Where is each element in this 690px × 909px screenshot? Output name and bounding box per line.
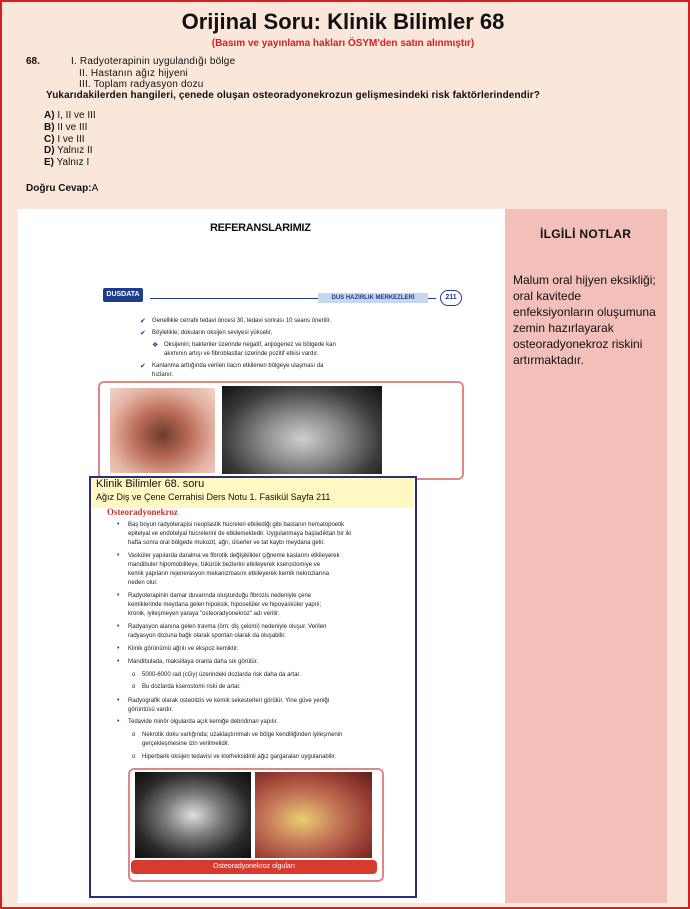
callout-line: Vasküler yapılarda daralma ve fibrotik değişiklikler çiğneme kaslarını etkileyerek [128,553,340,559]
page-title: Orijinal Soru: Klinik Bilimler 68 [181,9,505,34]
callout-heading: Osteoradyonekroz [107,507,178,517]
correct-answer: Doğru Cevap:A [26,183,99,194]
question-item-3: III. Toplam radyasyon dozu [79,79,204,90]
book-line: hızlanır. [152,372,174,378]
callout-line: Radyasyon alanına gelen travma (örn: diş çekimi) nedeniyle oluşur. Verilen [128,624,327,630]
check-icon: ✔ [140,318,146,325]
book-line: Böylelikle; dokuların oksijen seviyesi yükselir. [152,330,273,336]
book-banner [150,293,436,303]
callout-line: kemiklerinde meydana gelen hipoksik, hiposelüler ve hipovasküler yapılı; [128,602,322,608]
clinical-photo [110,388,215,473]
callout-line: görüntüsü vardır. [128,707,174,713]
callout-line: radyasyon dozuna bağlı olarak spontan olarak da oluşabilir. [128,633,286,639]
question-number: 68. [26,56,40,67]
book-logo: DUSDATA [103,288,143,302]
callout-line: mandibuler hipomobiliteye, tükürük bezlerini etkileyerek kserostomiye ve [128,562,321,568]
option-b: B) II ve III [44,122,88,133]
callout-title: Klinik Bilimler 68. soru [96,478,205,490]
callout-line: Bu dozlarda kserostomi riski de artar. [142,684,241,690]
callout-subtitle: Ağız Diş ve Çene Cerrahisi Ders Notu 1. Fasikül Sayfa 211 [96,492,331,502]
option-e: E) Yalnız I [44,157,90,168]
option-d: D) Yalnız II [44,145,93,156]
notes-text: Malum oral hijyen eksikliği; oral kavitede enfeksiyonların oluşumuna zemin hazırlayarak osteoradyonekroz riskini artırmaktadır. [513,273,656,367]
check-icon: ✔ [140,330,146,337]
callout-line: Mandibulada, maksillaya oranla daha sık görülür. [128,659,259,665]
callout-line: Klinik görünümü ağrılı ve ekspoz kemiktir. [128,646,239,652]
question-item-2: II. Hastanın ağız hijyeni [79,68,188,79]
bullet-icon: • [117,552,120,559]
option-a: A) I, II ve III [44,110,96,121]
callout-line: kemik yapıların rejenerasyon mekanizmasını etkileyerek kemik nekrozlarına [128,571,330,577]
panoramic-xray [222,386,382,474]
bullet-icon: • [117,658,120,665]
question-stem: Yukarıdakilerden hangileri, çenede oluşan osteoradyonekrozun gelişmesindeki risk faktörlerindendir? [46,90,540,101]
callout-line: epitelyal ve endotelyal hücrelerini de etkilemektedir. Uygulanmaya başladıktan bir iki [128,531,352,537]
check-icon: ✔ [140,363,146,370]
book-line: Kanlanma arttığında verilen ilacın etkilenen bölgeye ulaşması da [152,363,324,369]
callout-line: kronik, iyileşmeyen yaraya "osteoradyonekroz" adı verilir. [128,611,280,617]
callout-line: Nekrotik doku varlığında; uzaklaştırılmalı ve bölge kendiliğinden iyileşmenin [142,732,343,738]
diamond-icon: ❖ [152,342,159,349]
callout-line: 5000-6000 rad (cGy) üzerindeki dozlarda risk daha da artar. [142,672,301,678]
option-c: C) I ve III [44,134,85,145]
book-page-number: 211 [440,290,462,306]
osteoradionecrosis-xray [135,772,251,858]
callout-line: Hiperbarik oksijen tedavisi ve klorheksidinli ağız gargaraları uygulanabilir. [142,754,337,760]
book-banner-label: DUS HAZIRLIK MERKEZLERİ [318,293,428,303]
references-title: REFERANSLARIMIZ [210,222,311,234]
bullet-icon: • [117,718,120,725]
callout-line: Tedavide minör olgularda açık kemiğe debridman yapılır. [128,719,279,725]
bullet-icon: • [117,623,120,630]
callout-line: neden olur. [128,580,158,586]
osteoradionecrosis-photo [255,772,372,858]
image-caption: Osteoradyonekroz olguları [131,860,377,874]
bullet-icon: • [117,521,120,528]
callout-line: Radyografik olarak osteolizis ve kemik sekesterleri görülür. Yine güve yeniği [128,698,330,704]
bullet-icon: • [117,645,120,652]
question-item-1: I. Radyoterapinin uygulandığı bölge [71,56,236,67]
book-line: akımının artışı ve fibroblastlar üzerinde pozitif etkisi vardır. [164,351,319,357]
bullet-icon: • [117,592,120,599]
callout-line: gerçekleşmesine izin verilmelidir. [142,741,230,747]
book-line: Genellikle cerrahi tedavi öncesi 30, tedavi sonrası 10 seans önerilir. [152,318,332,324]
bullet-icon: • [117,697,120,704]
callout-line: hafta sonra oral bölgede mukozit, ağrı, ülserler ve tat kaybı meydana gelir. [128,540,325,546]
notes-title: İLGİLİ NOTLAR [540,227,632,241]
book-line: Oksijenin; bakteriler üzerinde negatif, anjiogenez ve bölgede kan [164,342,336,348]
copyright-note: (Basım ve yayınlama hakları ÖSYM'den satın alınmıştır) [211,38,475,49]
callout-line: Radyoterapinin damar duvarında oluşturduğu fibrozis nedeniyle çene [128,593,312,599]
callout-line: Baş boyun radyoterapisi neoplastik hücreleri etkilediği gibi bastanın hematopoetik [128,522,345,528]
